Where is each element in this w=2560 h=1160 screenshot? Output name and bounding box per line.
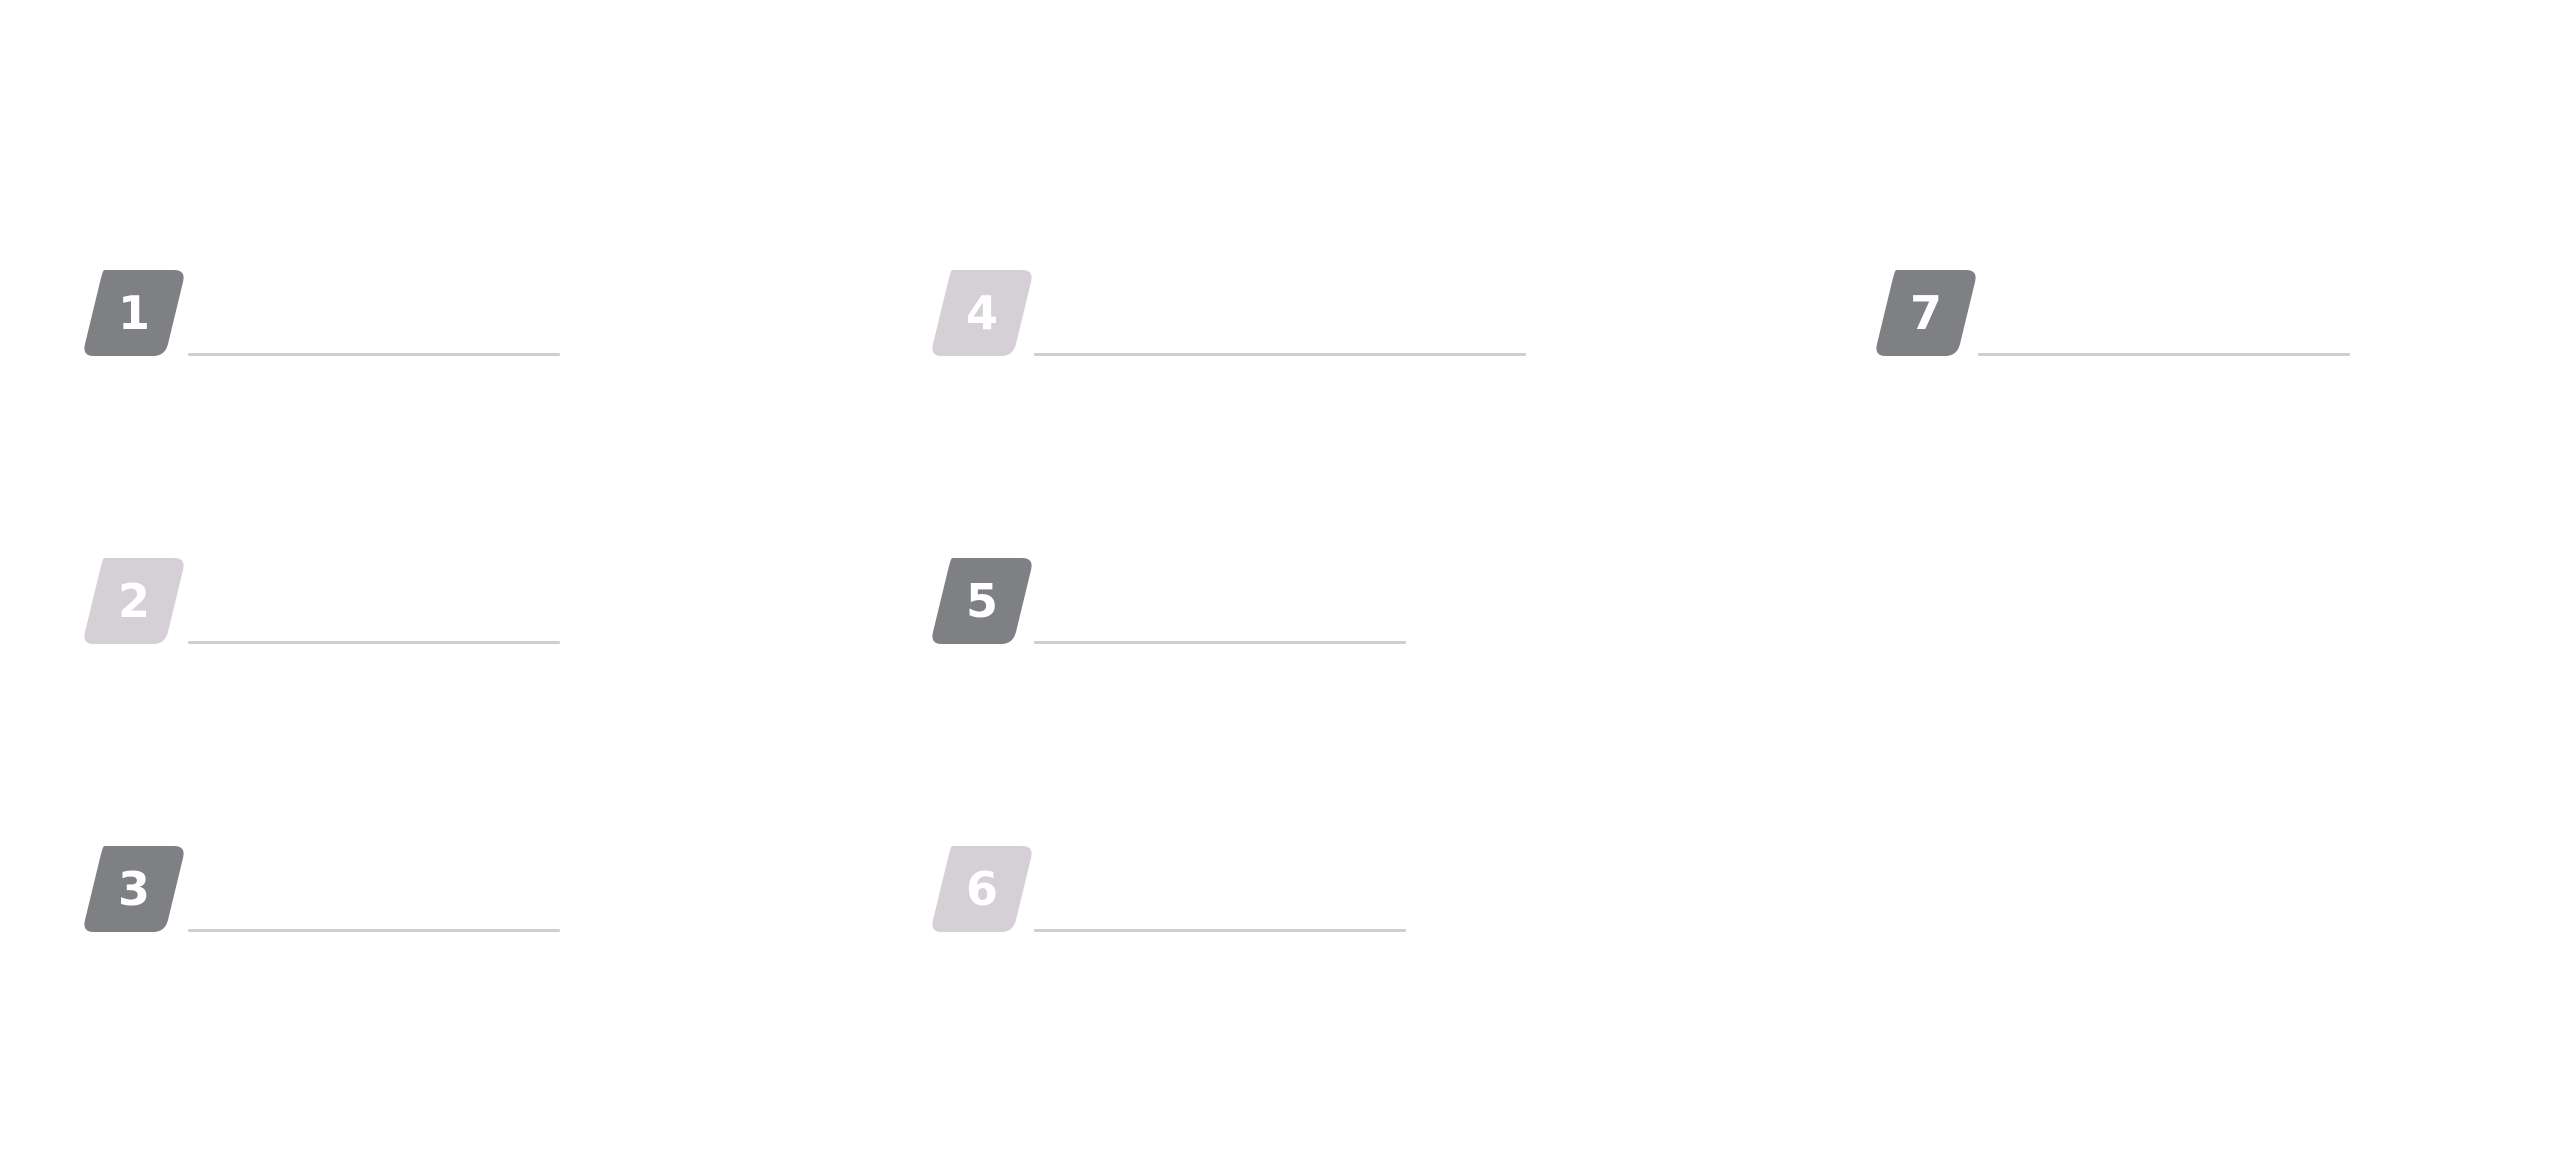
numbered-item-4 xyxy=(930,270,1530,360)
badge-number: 3 xyxy=(117,862,150,916)
number-badge xyxy=(930,558,1034,644)
number-badge xyxy=(82,846,186,932)
number-badge xyxy=(930,270,1034,356)
answer-line xyxy=(188,353,560,356)
answer-line xyxy=(1034,641,1406,644)
number-badge xyxy=(82,270,186,356)
badge-number: 6 xyxy=(965,862,998,916)
answer-line xyxy=(188,641,560,644)
answer-line xyxy=(1034,929,1406,932)
answer-line xyxy=(1034,353,1526,356)
number-badge xyxy=(82,558,186,644)
numbered-item-6 xyxy=(930,846,1530,936)
badge-number: 1 xyxy=(117,286,150,340)
badge-number: 4 xyxy=(965,286,998,340)
numbered-item-1 xyxy=(82,270,682,360)
answer-line xyxy=(188,929,560,932)
number-badge xyxy=(930,846,1034,932)
answer-line xyxy=(1978,353,2350,356)
numbered-item-3 xyxy=(82,846,682,936)
badge-number: 7 xyxy=(1909,286,1942,340)
badge-number: 2 xyxy=(117,574,150,628)
badge-number: 5 xyxy=(965,574,998,628)
numbered-item-7 xyxy=(1874,270,2474,360)
number-badge xyxy=(1874,270,1978,356)
numbered-item-5 xyxy=(930,558,1530,648)
numbered-item-2 xyxy=(82,558,682,648)
